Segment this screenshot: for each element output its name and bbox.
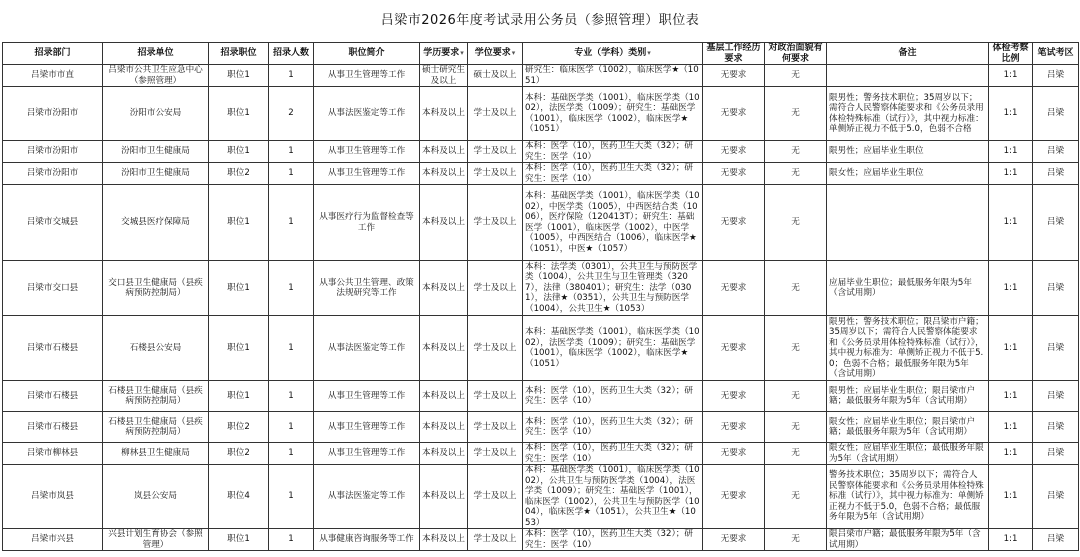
ratio-cell: 1:1: [989, 163, 1033, 185]
position-cell: 职位1: [209, 141, 269, 163]
dept-cell: 吕梁市柳林县: [3, 443, 103, 465]
political-cell: 无: [765, 529, 827, 551]
col-header-education[interactable]: 学历要求▾: [420, 43, 468, 65]
count-cell: 1: [269, 443, 314, 465]
notes-cell: 限男性；警务技术职位；35周岁以下；需符合人民警察体能要求和《公务员录用体检特殊标准（试行）》，其中视力标准：单侧矫正视力不低于5.0，色弱不合格: [827, 87, 989, 141]
exam-area-cell: 吕梁: [1033, 412, 1079, 443]
experience-cell: 无要求: [703, 185, 765, 261]
experience-cell: 无要求: [703, 87, 765, 141]
exam-area-cell: 吕梁: [1033, 261, 1079, 316]
unit-cell: 柳林县卫生健康局: [103, 443, 209, 465]
count-cell: 1: [269, 163, 314, 185]
count-cell: 1: [269, 65, 314, 87]
desc-cell: 从事法医鉴定等工作: [314, 465, 420, 529]
degree-cell: 学士及以上: [468, 87, 523, 141]
experience-cell: 无要求: [703, 443, 765, 465]
table-row: [3, 529, 1079, 551]
major-cell: 本科：医学（10），医药卫生大类（32）；研究生：医学（10）: [523, 443, 703, 465]
count-cell: 2: [269, 87, 314, 141]
table-row: [3, 381, 1079, 412]
experience-cell: 无要求: [703, 412, 765, 443]
education-cell: 本科及以上: [420, 443, 468, 465]
notes-cell: 限吕梁市户籍；最低服务年限为5年（含试用期）: [827, 529, 989, 551]
unit-cell: 汾阳市卫生健康局: [103, 163, 209, 185]
exam-area-cell: 吕梁: [1033, 87, 1079, 141]
political-cell: 无: [765, 412, 827, 443]
desc-cell: 从事法医鉴定等工作: [314, 316, 420, 381]
desc-cell: 从事卫生管理等工作: [314, 443, 420, 465]
major-cell: 本科：基础医学类（1001），临床医学类（1002），法医学类（1009）；研究生：基础医学（1001），临床医学（1002），临床医学★（1051）: [523, 87, 703, 141]
education-cell: 本科及以上: [420, 87, 468, 141]
position-cell: 职位1: [209, 316, 269, 381]
table-row: [3, 163, 1079, 185]
count-cell: 1: [269, 185, 314, 261]
desc-cell: 从事公共卫生管理、政策法规研究等工作: [314, 261, 420, 316]
unit-cell: 汾阳市公安局: [103, 87, 209, 141]
dept-cell: 吕梁市石楼县: [3, 316, 103, 381]
political-cell: 无: [765, 316, 827, 381]
notes-cell: 应届毕业生职位；最低服务年限为5年（含试用期）: [827, 261, 989, 316]
ratio-cell: 1:1: [989, 261, 1033, 316]
header-row: [3, 43, 1079, 65]
table-row: [3, 185, 1079, 261]
unit-cell: 吕梁市公共卫生应急中心（参照管理）: [103, 65, 209, 87]
col-header-ratio: 体检考察比例: [989, 43, 1033, 65]
experience-cell: 无要求: [703, 465, 765, 529]
notes-cell: 限女性；应届毕业生职位；最低服务年限为5年（含试用期）: [827, 443, 989, 465]
unit-cell: 汾阳市卫生健康局: [103, 141, 209, 163]
political-cell: 无: [765, 465, 827, 529]
position-cell: 职位1: [209, 87, 269, 141]
unit-cell: 交城县医疗保障局: [103, 185, 209, 261]
notes-cell: [827, 65, 989, 87]
education-cell: 本科及以上: [420, 465, 468, 529]
exam-area-cell: 吕梁: [1033, 65, 1079, 87]
experience-cell: 无要求: [703, 163, 765, 185]
ratio-cell: 1:1: [989, 185, 1033, 261]
position-cell: 职位1: [209, 185, 269, 261]
position-cell: 职位2: [209, 163, 269, 185]
table-row: [3, 87, 1079, 141]
experience-cell: 无要求: [703, 529, 765, 551]
col-header-position: 招录职位: [209, 43, 269, 65]
dept-cell: 吕梁市兴县: [3, 529, 103, 551]
degree-cell: 学士及以上: [468, 381, 523, 412]
dept-cell: 吕梁市交口县: [3, 261, 103, 316]
dept-cell: 吕梁市汾阳市: [3, 163, 103, 185]
count-cell: 1: [269, 529, 314, 551]
col-header-desc: 职位简介: [314, 43, 420, 65]
position-cell: 职位4: [209, 465, 269, 529]
desc-cell: 从事卫生管理等工作: [314, 163, 420, 185]
filter-dropdown-icon[interactable]: ▾: [460, 49, 464, 58]
desc-cell: 从事健康咨询服务等工作: [314, 529, 420, 551]
dept-cell: 吕梁市石楼县: [3, 381, 103, 412]
ratio-cell: 1:1: [989, 381, 1033, 412]
table-row: [3, 443, 1079, 465]
col-header-experience: 基层工作经历要求: [703, 43, 765, 65]
ratio-cell: 1:1: [989, 412, 1033, 443]
ratio-cell: 1:1: [989, 465, 1033, 529]
col-header-dept: 招录部门: [3, 43, 103, 65]
major-cell: 本科：医学（10），医药卫生大类（32）；研究生：医学（10）: [523, 381, 703, 412]
degree-cell: 学士及以上: [468, 316, 523, 381]
experience-cell: 无要求: [703, 141, 765, 163]
political-cell: 无: [765, 185, 827, 261]
table-row: [3, 261, 1079, 316]
notes-cell: 限男性；应届毕业生职位: [827, 141, 989, 163]
political-cell: 无: [765, 141, 827, 163]
ratio-cell: 1:1: [989, 529, 1033, 551]
notes-cell: 限女性；应届毕业生职位；限吕梁市户籍；最低服务年限为5年（含试用期）: [827, 412, 989, 443]
exam-area-cell: 吕梁: [1033, 316, 1079, 381]
table-row: [3, 141, 1079, 163]
table-row: [3, 316, 1079, 381]
degree-cell: 学士及以上: [468, 141, 523, 163]
exam-area-cell: 吕梁: [1033, 185, 1079, 261]
education-cell: 本科及以上: [420, 261, 468, 316]
political-cell: 无: [765, 261, 827, 316]
major-cell: 本科：法学类（0301），公共卫生与预防医学类（1004），公共卫生与卫生管理类（3207），法律（380401）；研究生：法学（0301），法律★（0351），公共卫生与预防医学（1004），公共卫生★（1053）: [523, 261, 703, 316]
notes-cell: 警务技术职位；35周岁以下；需符合人民警察体能要求和《公务员录用体检特殊标准（试行）》，其中视力标准为：单侧矫正视力不低于5.0，色弱不合格；最低服务年限为5年（含试用期）: [827, 465, 989, 529]
political-cell: 无: [765, 65, 827, 87]
unit-cell: 石楼县卫生健康局（县疾病预防控制局）: [103, 412, 209, 443]
page-title: 吕梁市2026年度考试录用公务员（参照管理）职位表: [380, 13, 700, 28]
degree-cell: 学士及以上: [468, 412, 523, 443]
ratio-cell: 1:1: [989, 141, 1033, 163]
exam-area-cell: 吕梁: [1033, 381, 1079, 412]
degree-cell: 学士及以上: [468, 443, 523, 465]
desc-cell: 从事卫生管理等工作: [314, 141, 420, 163]
unit-cell: 兴县计划生育协会（参照管理）: [103, 529, 209, 551]
position-cell: 职位1: [209, 65, 269, 87]
filter-dropdown-icon[interactable]: ▾: [647, 49, 651, 58]
table-row: [3, 65, 1079, 87]
degree-cell: 学士及以上: [468, 465, 523, 529]
education-cell: 本科及以上: [420, 529, 468, 551]
dept-cell: 吕梁市汾阳市: [3, 141, 103, 163]
major-cell: 本科：基础医学类（1001），临床医学类（1002），公共卫生与预防医学类（1004），法医学类（1009）；研究生：基础医学（1001），临床医学（1002），公共卫生与预防医学（1004），临床医学★（1051），公共卫生★（1053）: [523, 465, 703, 529]
political-cell: 无: [765, 443, 827, 465]
experience-cell: 无要求: [703, 65, 765, 87]
major-cell: 本科：医学（10），医药卫生大类（32）；研究生：医学（10）: [523, 141, 703, 163]
dept-cell: 吕梁市市直: [3, 65, 103, 87]
education-cell: 本科及以上: [420, 316, 468, 381]
notes-cell: 限女性；应届毕业生职位: [827, 163, 989, 185]
degree-cell: 学士及以上: [468, 163, 523, 185]
position-cell: 职位1: [209, 529, 269, 551]
experience-cell: 无要求: [703, 316, 765, 381]
exam-area-cell: 吕梁: [1033, 163, 1079, 185]
ratio-cell: 1:1: [989, 87, 1033, 141]
political-cell: 无: [765, 381, 827, 412]
desc-cell: 从事卫生管理等工作: [314, 381, 420, 412]
dept-cell: 吕梁市石楼县: [3, 412, 103, 443]
filter-dropdown-icon[interactable]: ▾: [511, 49, 516, 58]
table-row: [3, 465, 1079, 529]
notes-cell: 限男性；应届毕业生职位；限吕梁市户籍；最低服务年限为5年（含试用期）: [827, 381, 989, 412]
col-header-degree[interactable]: 学位要求▾: [468, 43, 523, 65]
count-cell: 1: [269, 412, 314, 443]
exam-area-cell: 吕梁: [1033, 443, 1079, 465]
ratio-cell: 1:1: [989, 443, 1033, 465]
experience-cell: 无要求: [703, 381, 765, 412]
position-cell: 职位2: [209, 412, 269, 443]
col-header-exam-area: 笔试考区: [1033, 43, 1079, 65]
exam-area-cell: 吕梁: [1033, 529, 1079, 551]
exam-area-cell: 吕梁: [1033, 465, 1079, 529]
position-cell: 职位2: [209, 443, 269, 465]
education-cell: 硕士研究生及以上: [420, 65, 468, 87]
count-cell: 1: [269, 381, 314, 412]
count-cell: 1: [269, 261, 314, 316]
major-cell: 本科：医学（10），医药卫生大类（32）；研究生：医学（10）: [523, 163, 703, 185]
count-cell: 1: [269, 141, 314, 163]
ratio-cell: 1:1: [989, 316, 1033, 381]
exam-area-cell: 吕梁: [1033, 141, 1079, 163]
major-cell: 本科：医学（10），医药卫生大类（32）；研究生：医学（10）: [523, 412, 703, 443]
major-cell: 研究生：临床医学（1002），临床医学★（1051）: [523, 65, 703, 87]
major-cell: 本科：医学（10），医药卫生大类（32）；研究生：医学（10）: [523, 529, 703, 551]
table-row: [3, 412, 1079, 443]
count-cell: 1: [269, 465, 314, 529]
col-header-notes: 备注: [827, 43, 989, 65]
col-header-political: 对政治面貌有何要求: [765, 43, 827, 65]
dept-cell: 吕梁市交城县: [3, 185, 103, 261]
education-cell: 本科及以上: [420, 412, 468, 443]
education-cell: 本科及以上: [420, 185, 468, 261]
unit-cell: 石楼县卫生健康局（县疾病预防控制局）: [103, 381, 209, 412]
desc-cell: 从事卫生管理等工作: [314, 65, 420, 87]
unit-cell: 石楼县公安局: [103, 316, 209, 381]
education-cell: 本科及以上: [420, 163, 468, 185]
unit-cell: 交口县卫生健康局（县疾病预防控制局）: [103, 261, 209, 316]
desc-cell: 从事医疗行为监督检查等工作: [314, 185, 420, 261]
position-cell: 职位1: [209, 381, 269, 412]
experience-cell: 无要求: [703, 261, 765, 316]
col-header-major[interactable]: 专业（学科）类别▾: [523, 43, 703, 65]
unit-cell: 岚县公安局: [103, 465, 209, 529]
dept-cell: 吕梁市岚县: [3, 465, 103, 529]
degree-cell: 学士及以上: [468, 185, 523, 261]
notes-cell: 限男性；警务技术职位；限吕梁市户籍；35周岁以下；需符合人民警察体能要求和《公务员录用体检特殊标准（试行）》，其中视力标准为：单侧矫正视力不低于5.0；色弱不合格；最低服务年限为5年（含试用期）: [827, 316, 989, 381]
major-cell: 本科：基础医学类（1001），临床医学类（1002），中医学类（1005），中西医结合类（1006），医疗保险（120413T）；研究生：基础医学（1001），临床医学（1002），中医学（1005），中西医结合（1006），临床医学★（1051），中医★（1057）: [523, 185, 703, 261]
political-cell: 无: [765, 87, 827, 141]
dept-cell: 吕梁市汾阳市: [3, 87, 103, 141]
position-table: [2, 42, 1079, 551]
education-cell: 本科及以上: [420, 381, 468, 412]
major-cell: 本科：基础医学类（1001），临床医学类（1002），法医学类（1009）；研究生：基础医学（1001），临床医学（1002），临床医学★（1051）: [523, 316, 703, 381]
ratio-cell: 1:1: [989, 65, 1033, 87]
position-cell: 职位1: [209, 261, 269, 316]
notes-cell: [827, 185, 989, 261]
degree-cell: 学士及以上: [468, 261, 523, 316]
col-header-unit: 招录单位: [103, 43, 209, 65]
desc-cell: 从事卫生管理等工作: [314, 412, 420, 443]
count-cell: 1: [269, 316, 314, 381]
education-cell: 本科及以上: [420, 141, 468, 163]
political-cell: 无: [765, 163, 827, 185]
degree-cell: 学士及以上: [468, 529, 523, 551]
desc-cell: 从事法医鉴定等工作: [314, 87, 420, 141]
degree-cell: 硕士及以上: [468, 65, 523, 87]
col-header-count: 招录人数: [269, 43, 314, 65]
